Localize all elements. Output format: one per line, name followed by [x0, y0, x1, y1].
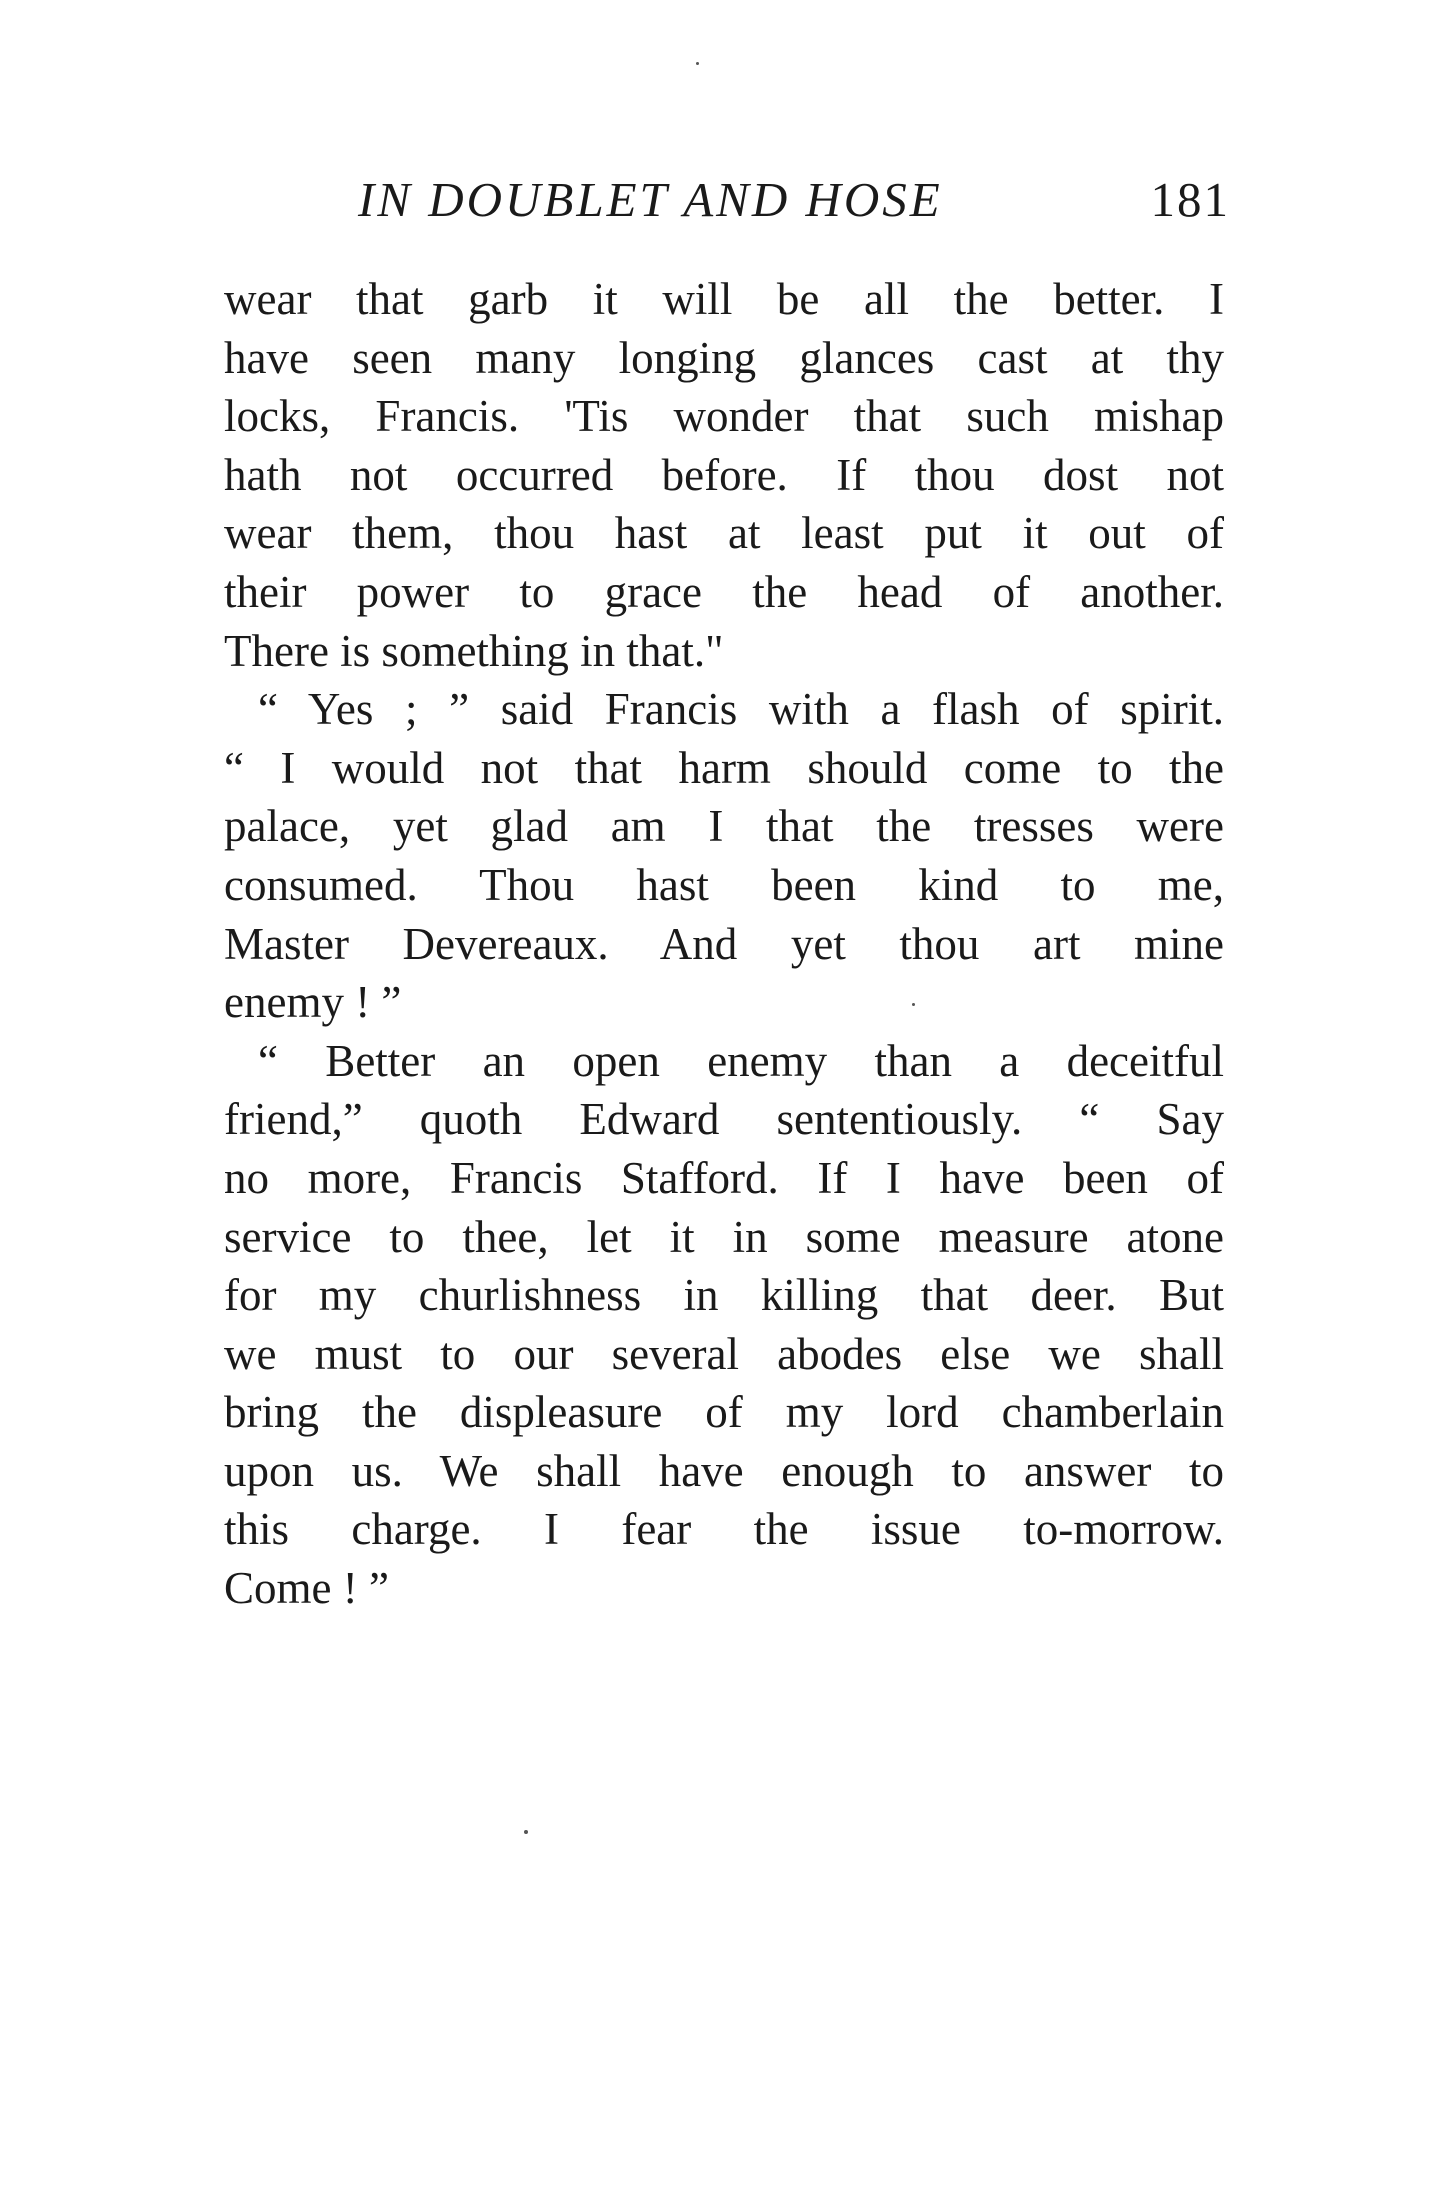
ink-speck [696, 62, 699, 65]
page-header [350, 170, 1230, 230]
text-line: service to thee, let it in some measure atone [224, 1211, 1224, 1262]
text-line: wear them, thou hast at least put it out of [224, 508, 1224, 559]
text-line: There is something in that." [224, 625, 724, 676]
text-line: “ Yes ; ” said Francis with a flash of spirit. [258, 684, 1224, 735]
text-line: Come ! ” [224, 1563, 389, 1614]
running-title: IN DOUBLET AND HOSE [358, 172, 943, 227]
text-line: enemy ! ” [224, 977, 402, 1028]
text-line: no more, Francis Stafford. If I have been of [224, 1152, 1224, 1203]
text-line: “ Better an open enemy than a deceitful [258, 1035, 1224, 1086]
text-line: bring the displeasure of my lord chamberlain [224, 1387, 1224, 1438]
text-line: have seen many longing glances cast at thy [224, 332, 1224, 383]
text-line: “ I would not that harm should come to the [224, 742, 1224, 793]
ink-speck [912, 1003, 915, 1006]
text-line: palace, yet glad am I that the tresses were [224, 801, 1224, 852]
page-number: 181 [1150, 172, 1230, 227]
text-line: consumed. Thou hast been kind to me, [224, 859, 1224, 910]
text-line: friend,” quoth Edward sententiously. “ Say [224, 1094, 1224, 1145]
ink-speck [524, 1830, 528, 1834]
text-line: wear that garb it will be all the better. I [224, 274, 1224, 324]
text-line: Master Devereaux. And yet thou art mine [224, 918, 1224, 969]
text-line: upon us. We shall have enough to answer to [224, 1445, 1224, 1496]
text-line: this charge. I fear the issue to-morrow. [224, 1504, 1224, 1555]
body-text [224, 270, 1224, 1618]
text-line: we must to our several abodes else we shall [224, 1328, 1224, 1379]
text-line: their power to grace the head of another. [224, 566, 1224, 617]
text-line: locks, Francis. 'Tis wonder that such mishap [224, 391, 1224, 442]
text-line: hath not occurred before. If thou dost not [224, 449, 1224, 500]
text-line: for my churlishness in killing that deer. But [224, 1270, 1224, 1321]
